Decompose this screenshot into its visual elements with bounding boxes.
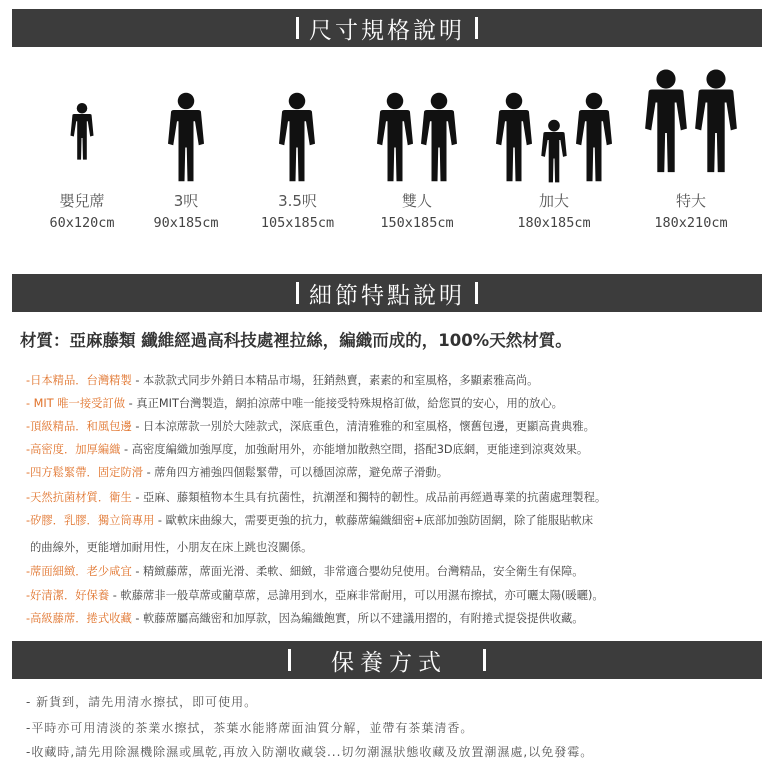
banner-bar-left	[288, 649, 291, 671]
two-figures-icon	[362, 66, 472, 186]
care-section-banner	[12, 641, 762, 679]
size-section-title: 尺寸規格說明	[309, 17, 465, 44]
detail-section-title: 細節特點說明	[309, 282, 465, 309]
tall-two-figures-icon	[636, 66, 746, 186]
size-dimension: 180x185cm	[517, 215, 591, 231]
feature-text: - 亞麻、藤類植物本生具有抗菌性，抗潮溼和獨特的韌性。成品前再經過專業的抗菌處理製程。	[131, 491, 607, 504]
banner-bar-right	[475, 282, 478, 304]
material-statement: 材質：亞麻藤類 纖維經過高科技處裡拉絲，編織而成的，100%天然材質。	[20, 331, 572, 350]
feature-item	[26, 587, 604, 603]
feature-text: 的曲線外，更能增加耐用性，小朋友在床上跳也沒關係。	[30, 541, 313, 554]
feature-text: - 蓆角四方補強四個鬆緊帶，可以穩固涼蓆，避免蓆子滑動。	[143, 466, 449, 479]
feature-key: -日本精品．台灣精製	[26, 374, 132, 387]
feature-key: -矽膠．乳膠．獨立筒專用	[26, 514, 155, 527]
feature-item-continued	[30, 539, 312, 555]
care-section-title: 保養方式	[331, 649, 447, 676]
feature-text: - 軟藤蓆屬高織密和加厚款，因為編織飽實，所以不建議用摺的，有附捲式提袋提供收藏。	[131, 612, 584, 625]
family-figures-icon	[488, 66, 620, 186]
feature-text: - 高密度編織加強厚度，加強耐用外，亦能增加散熱空間，搭配3D底網，更能達到涼爽效果。	[120, 443, 589, 456]
care-item: -平時亦可用清淡的茶業水擦拭，茶葉水能將蓆面油質分解，並帶有茶葉清香。	[26, 721, 474, 735]
size-name: 加大	[538, 192, 569, 210]
size-name: 特大	[675, 192, 706, 210]
feature-key: -蓆面細緻．老少咸宜	[26, 565, 132, 578]
single-figure-icon	[141, 66, 231, 186]
feature-item	[26, 372, 538, 388]
feature-item	[26, 563, 584, 579]
size-name: 3.5呎	[278, 192, 317, 210]
size-dimension: 150x185cm	[380, 215, 454, 231]
size-chart	[0, 66, 774, 256]
feature-item	[26, 464, 448, 480]
feature-key: -四方鬆緊帶．固定防滑	[26, 466, 144, 479]
feature-item	[26, 489, 606, 505]
feature-text: - 精緻藤蓆，蓆面光滑、柔軟、細緻，非常適合嬰幼兒使用。台灣精品，安全衛生有保障。	[131, 565, 584, 578]
size-dimension: 180x210cm	[654, 215, 728, 231]
care-item: - 新貨到，請先用清水擦拭，即可使用。	[26, 695, 258, 709]
size-dimension: 60x120cm	[49, 215, 115, 231]
feature-key: -高級藤蓆．捲式收藏	[26, 612, 132, 625]
banner-bar-right	[483, 649, 486, 671]
feature-key: -高密度．加厚編織	[26, 443, 121, 456]
size-name: 嬰兒蓆	[59, 192, 105, 210]
feature-item	[26, 418, 595, 434]
feature-item	[26, 512, 593, 528]
size-king	[636, 66, 746, 231]
size-3ft	[141, 66, 231, 231]
single-figure-icon	[250, 66, 345, 186]
detail-section-banner	[12, 274, 762, 312]
size-double	[362, 66, 472, 231]
care-item: -收藏時,請先用除濕機除濕或風乾,再放入防潮收藏袋...切勿潮濕狀態收藏及放置潮濕處,以免發霉。	[26, 745, 594, 759]
feature-key: -頂級精品．和風包邊	[26, 420, 132, 433]
feature-item	[26, 395, 563, 411]
feature-item	[26, 441, 588, 457]
feature-key: -天然抗菌材質．衛生	[26, 491, 132, 504]
banner-bar-right	[475, 17, 478, 39]
size-3-5ft	[250, 66, 345, 231]
size-dimension: 90x185cm	[153, 215, 219, 231]
feature-text: - 本款款式同步外銷日本精品市場，狂銷熱賣，素素的和室風格，多顯素雅高尚。	[131, 374, 539, 387]
size-baby	[42, 66, 122, 231]
size-dimension: 105x185cm	[260, 215, 335, 231]
size-name: 3呎	[173, 192, 199, 210]
feature-key: - MIT 唯一接受訂做	[26, 397, 126, 410]
banner-bar-left	[296, 282, 299, 304]
feature-key: -好清潔．好保養	[26, 589, 110, 602]
size-queen	[488, 66, 620, 231]
feature-text: - 日本涼蓆款一別於大陸款式，深底重色，清清雅雅的和室風格，懷舊包邊，更顯高貴典雅。	[131, 420, 595, 433]
banner-bar-left	[296, 17, 299, 39]
feature-item	[26, 610, 584, 626]
size-name: 雙人	[401, 192, 432, 210]
size-section-banner	[12, 9, 762, 47]
feature-text: - 軟藤蓆非一般草蓆或藺草蓆，忌諱用到水，亞麻非常耐用，可以用濕布擦拭，亦可曬太陽(暖曬)。	[109, 589, 604, 602]
feature-text: - 歐軟床曲線大，需要更強的抗力，軟藤蓆編織細密+底部加強防固網，除了能服貼軟床	[154, 514, 594, 527]
feature-text: - 真正MIT台灣製造，網拍涼蓆中唯一能接受特殊規格訂做，給您買的安心，用的放心。	[125, 397, 563, 410]
baby-figure-icon	[42, 66, 122, 186]
